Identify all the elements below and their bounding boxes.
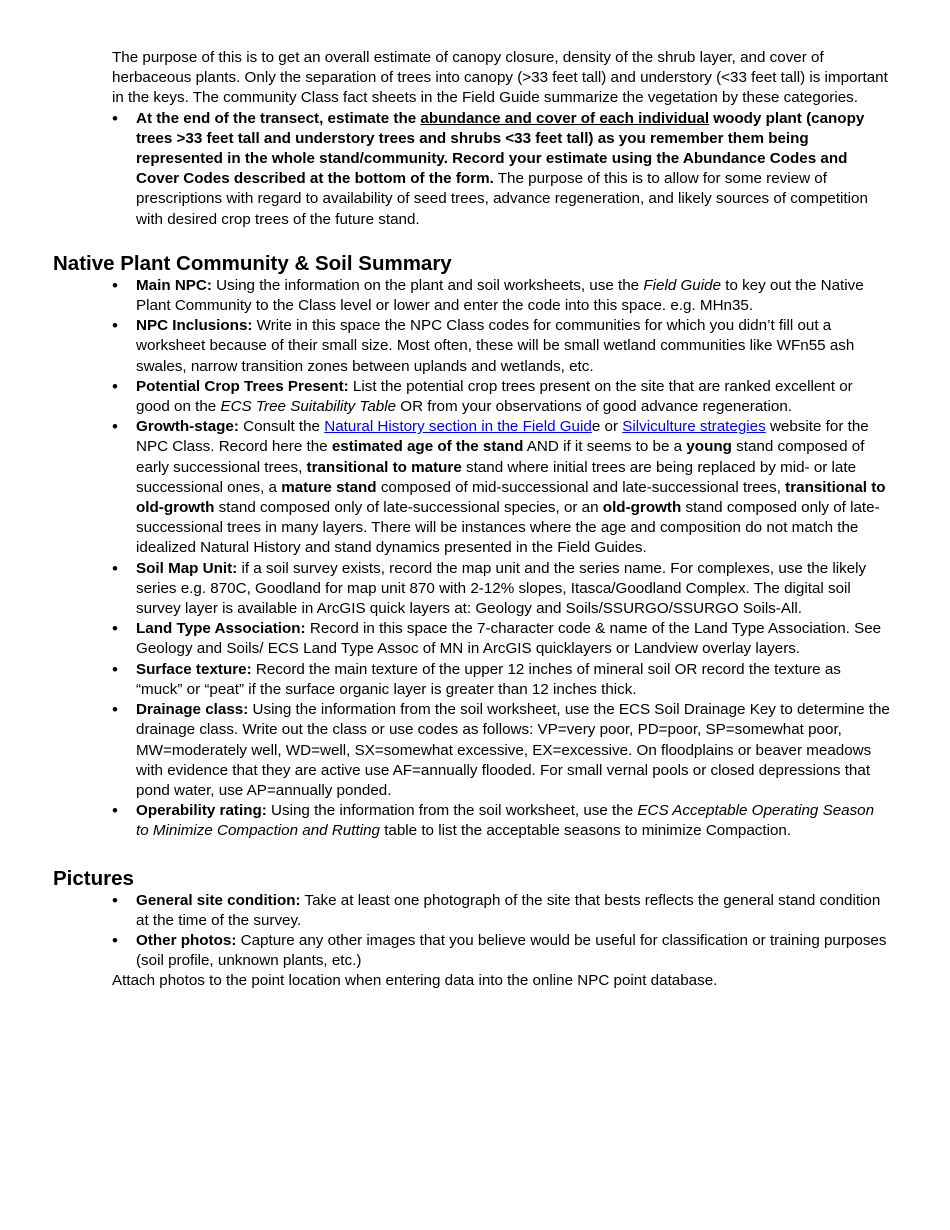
growth-stage-text-c: website for the NPC Class. Record here the — [136, 418, 869, 456]
main-npc-italic-field-guide: Field Guide — [643, 276, 722, 294]
growth-stage-bold-transitional-to-mature: transitional to mature — [306, 458, 462, 476]
drainage-class-label: Drainage class: — [136, 701, 249, 719]
operability-rating-label: Operability rating: — [136, 802, 267, 820]
npc-inclusions-label: NPC Inclusions: — [136, 317, 253, 335]
growth-stage-text-d: AND if it seems to be a — [523, 438, 687, 456]
soil-map-unit-label: Soil Map Unit: — [136, 559, 238, 577]
potential-crop-trees-text-b: OR from your observations of good advance regeneration. — [396, 398, 792, 416]
growth-stage-text-b: e or — [591, 418, 623, 436]
growth-stage-bold-estimated-age: estimated age of the stand — [331, 438, 524, 456]
main-npc-text-a: Using the information on the plant and soil worksheets, use the — [211, 276, 644, 294]
land-type-association-text: Record in this space the 7-character code & name of the Land Type Association. See Geology and Soils/ ECS Land Type Assoc of MN in ArcGIS quicklayers or Landview overlay layers. — [136, 620, 882, 658]
operability-rating-italic-table: ECS Acceptable Operating Season to Minimize Compaction and Rutting — [136, 802, 875, 840]
growth-stage-bold-transitional-to-old-growth: transitional to old-growth — [136, 478, 886, 517]
land-type-association-label: Land Type Association: — [136, 620, 306, 638]
growth-stage-text-h: stand composed only of late-successional species, or an — [214, 499, 603, 517]
other-photos-text: Capture any other images that you believe would be useful for classification or training purposes (soil profile, unknown plants, etc.) — [136, 931, 887, 970]
intro-bullet-bold-lead-b: woody plant (canopy trees >33 feet tall and understory trees and shrubs <33 feet tall) as you remember them being represented in the whole stand/community. Record your estimate using the Abundance Codes and Cover Codes described at the bottom of the form. — [136, 109, 865, 188]
main-npc-text-b: to key out the Native Plant Community to the Class level or lower and enter the code into this space. e.g. MHn35. — [136, 276, 864, 315]
surface-texture-label: Surface texture: — [136, 660, 252, 678]
surface-texture-text: Record the main texture of the upper 12 inches of mineral soil OR record the texture as “muck” or “peat” if the surface organic layer is greater than 12 inches thick. — [136, 660, 841, 698]
growth-stage-text-g: composed of mid-successional and late-successional trees, — [376, 478, 786, 496]
general-site-condition-text: Take at least one photograph of the site that bests reflects the general stand condition at the time of the survey. — [136, 891, 881, 929]
pictures-list — [112, 891, 890, 972]
intro-paragraph: The purpose of this is to get an overall estimate of canopy closure, density of the shrub layer, and cover of herbaceous plants. Only the separation of trees into canopy (>33 feet tall) and understory (<33 feet tall) is important in the keys. The community Class fact sheets in the Field Guide summarize the vegetation by these categories. — [112, 49, 888, 107]
list-item-surface-texture — [112, 660, 890, 700]
npc-soil-summary-list — [112, 276, 890, 842]
drainage-class-text: Using the information from the soil worksheet, use the ECS Soil Drainage Key to determine the drainage class. Write out the class or use codes as follows: VP=very poor, PD=poor, SP=somewhat poor, MW=moderately well, WD=well, SX=somewhat excessive, EX=excessive. On floodplains or beaver meadows with evidence that they are active use AF=annually flooded. For small vernal pools or closed depressions that pond water, use AP=annually ponded. — [136, 701, 890, 799]
npc-soil-summary-heading-wrap — [53, 252, 890, 276]
list-item-npc-inclusions — [112, 316, 890, 377]
growth-stage-bold-young: young — [686, 438, 732, 456]
general-site-condition-label: General site condition: — [136, 891, 301, 909]
growth-stage-bold-old-growth: old-growth — [602, 499, 682, 517]
soil-map-unit-text: if a soil survey exists, record the map unit and the series name. For complexes, use the likely series e.g. 870C, Goodland for map unit 870 with 2-12% slopes, Itasca/Goodland Complex. The digital soil survey layer is available in ArcGIS quick layers at: Geology and Soils/SSURGO/SSURGO Soils-All. — [136, 559, 867, 618]
operability-rating-text-b: table to list the acceptable seasons to minimize Compaction. — [379, 822, 792, 840]
closing-note: Attach photos to the point location when entering data into the online NPC point database. — [112, 972, 718, 990]
list-item-growth-stage — [112, 417, 890, 558]
other-photos-label: Other photos: — [136, 931, 237, 949]
link-natural-history-field-guide[interactable]: Natural History section in the Field Guid — [324, 418, 592, 436]
operability-rating-text-a: Using the information from the soil worksheet, use the — [266, 802, 638, 820]
list-item-general-site-condition — [112, 891, 890, 931]
intro-bullet-tail: The purpose of this is to allow for some review of prescriptions with regard to availability of seed trees, advance regeneration, and likely sources of competition with desired crop trees of the future stand. — [136, 170, 868, 228]
list-item-drainage-class — [112, 700, 890, 801]
growth-stage-label: Growth-stage: — [136, 418, 239, 436]
potential-crop-trees-text-a: List the potential crop trees present on the site that are ranked excellent or good on the — [136, 377, 853, 416]
list-item-main-npc — [112, 276, 890, 316]
document-body — [53, 48, 890, 992]
link-silviculture-strategies[interactable]: Silviculture strategies — [622, 418, 766, 436]
potential-crop-trees-italic-table: ECS Tree Suitability Table — [220, 398, 397, 416]
list-item-soil-map-unit — [112, 559, 890, 620]
pictures-heading-wrap — [53, 867, 890, 891]
page-title-pictures: Pictures — [53, 866, 134, 890]
growth-stage-text-i: stand composed only of late-successional trees in many layers. There will be instances where the age and composition do not match the idealized Natural History and stand dynamics presented in the Field Guides. — [136, 499, 880, 557]
intro-bullet-bold-lead-a: At the end of the transect, estimate the — [136, 109, 421, 127]
growth-stage-bold-mature-stand: mature stand — [281, 478, 377, 496]
main-npc-label: Main NPC: — [136, 276, 212, 294]
list-item-other-photos — [112, 931, 890, 971]
npc-inclusions-text: Write in this space the NPC Class codes for communities for which you didn’t fill out a worksheet because of their small size. Most often, these will be small wetland communities like WFn55 ash swales, narrow transition zones between uplands and wetlands, etc. — [136, 317, 855, 375]
list-item-potential-crop-trees — [112, 377, 890, 417]
intro-bullet-underlined-phrase: abundance and cover of each individual — [420, 109, 710, 127]
growth-stage-text-f: stand where initial trees are being replaced by mid- or late successional ones, a — [136, 458, 857, 496]
growth-stage-text-a: Consult the — [238, 418, 325, 436]
list-item-transect-estimate — [112, 109, 890, 230]
page-title-npc-soil-summary: Native Plant Community & Soil Summary — [53, 251, 452, 275]
list-item-operability-rating — [112, 801, 890, 841]
intro-bullet-list — [112, 109, 890, 230]
potential-crop-trees-label: Potential Crop Trees Present: — [136, 377, 349, 395]
list-item-land-type-association — [112, 619, 890, 659]
growth-stage-text-e: stand composed of early successional trees, — [136, 438, 865, 476]
